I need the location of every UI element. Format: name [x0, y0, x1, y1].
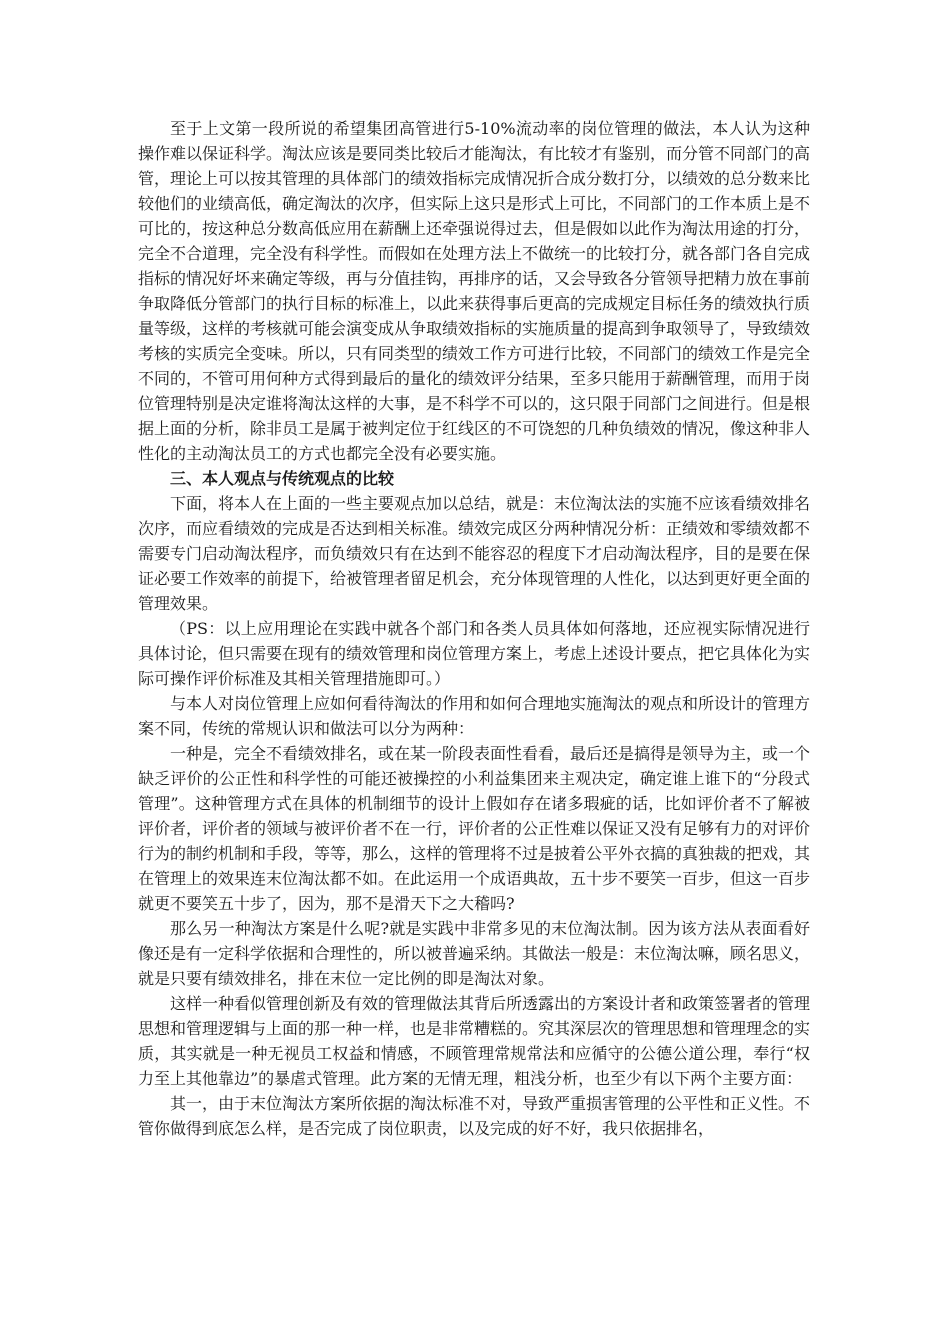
paragraph-first-approach: 一种是，完全不看绩效排名，或在某一阶段表面性看看，最后还是搞得是领导为主，或一个缺乏评价的公正性和科学性的可能还被操控的小利益集团来主观决定，确定谁上谁下的“分段式管理”。这种管理方式在具体的机制细节的设计上假如存在诸多瑕疵的话，比如评价者不了解被评价者，评价者的领域与被评价者不在一行，评价者的公正性难以保证又没有足够有力的对评价行为的制约机制和手段，等等，那么，这样的管理将不过是披着公平外衣搞的真独裁的把戏，其在管理上的效果连末位淘汰都不如。在此运用一个成语典故，五十步不要笑一百步，但这一百步就更不要笑五十步了，因为，那不是滑天下之大稽吗? [138, 744, 811, 913]
paragraph-critique: 这样一种看似管理创新及有效的管理做法其背后所透露出的方案设计者和政策签署者的管理思想和管理逻辑与上面的那一种一样，也是非常糟糕的。究其深层次的管理思想和管理理念的实质，其实就是一种无视员工权益和情感，不顾管理常规常法和应循守的公德公道公理，奉行“权力至上其他靠边”的暴虐式管理。此方案的无情无理，粗浅分析，也至少有以下两个主要方面： [138, 994, 811, 1088]
paragraph-point-one: 其一，由于末位淘汰方案所依据的淘汰标准不对，导致严重损害管理的公平性和正义性。不管你做得到底怎么样，是否完成了岗位职责，以及完成的好不好，我只依据排名， [138, 1094, 811, 1138]
paragraph-summary: 下面，将本人在上面的一些主要观点加以总结，就是：末位淘汰法的实施不应该看绩效排名次序，而应看绩效的完成是否达到相关标准。绩效完成区分两种情况分析：正绩效和零绩效都不需要专门启动淘汰程序，而负绩效只有在达到不能容忍的程度下才启动淘汰程序，目的是要在保证必要工作效率的前提下，给被管理者留足机会，充分体现管理的人性化，以达到更好更全面的管理效果。 [138, 494, 811, 613]
paragraph-ps-note: （PS：以上应用理论在实践中就各个部门和各类人员具体如何落地，还应视实际情况进行具体讨论，但只需要在现有的绩效管理和岗位管理方案上，考虑上述设计要点，把它具体化为实际可操作评价标准及其相关管理措施即可。） [138, 619, 811, 688]
paragraph-second-approach: 那么另一种淘汰方案是什么呢?就是实践中非常多见的末位淘汰制。因为该方法从表面看好像还是有一定科学依据和合理性的，所以被普遍采纳。其做法一般是：末位淘汰嘛，顾名思义，就是只要有绩效排名，排在末位一定比例的即是淘汰对象。 [138, 919, 811, 988]
paragraph-traditional-intro: 与本人对岗位管理上应如何看待淘汰的作用和如何合理地实施淘汰的观点和所设计的管理方案不同，传统的常规认识和做法可以分为两种： [138, 694, 811, 738]
section-heading: 三、本人观点与传统观点的比较 [170, 469, 395, 488]
paragraph-scientific-elimination: 至于上文第一段所说的希望集团高管进行5-10%流动率的岗位管理的做法，本人认为这种操作难以保证科学。淘汰应该是要同类比较后才能淘汰，有比较才有鉴别，而分管不同部门的高管，理论上可以按其管理的具体部门的绩效指标完成情况折合成分数打分，以绩效的总分数来比较他们的业绩高低，确定淘汰的次序，但实际上这只是形式上可比，不同部门的工作本质上是不可比的，按这种总分数高低应用在薪酬上还牵强说得过去，但是假如以此作为淘汰用途的打分，完全不合道理，完全没有科学性。而假如在处理方法上不做统一的比较打分，就各部门各自完成指标的情况好坏来确定等级，再与分值挂钩，再排序的话，又会导致各分管领导把精力放在事前争取降低分管部门的执行目标的标准上，以此来获得事后更高的完成规定目标任务的绩效执行质量等级，这样的考核就可能会演变成从争取绩效指标的实施质量的提高到争取领导了，导致绩效考核的实质完全变味。所以，只有同类型的绩效工作方可进行比较，不同部门的绩效工作是完全不同的，不管可用何种方式得到最后的量化的绩效评分结果，至多只能用于薪酬管理，而用于岗位管理特别是决定谁将淘汰这样的大事，是不科学不可以的，这只限于同部门之间进行。但是根据上面的分析，除非员工是属于被判定位于红线区的不可饶恕的几种负绩效的情况，像这种非人性化的主动淘汰员工的方式也都完全没有必要实施。 [138, 119, 811, 463]
document-page [138, 116, 810, 1141]
